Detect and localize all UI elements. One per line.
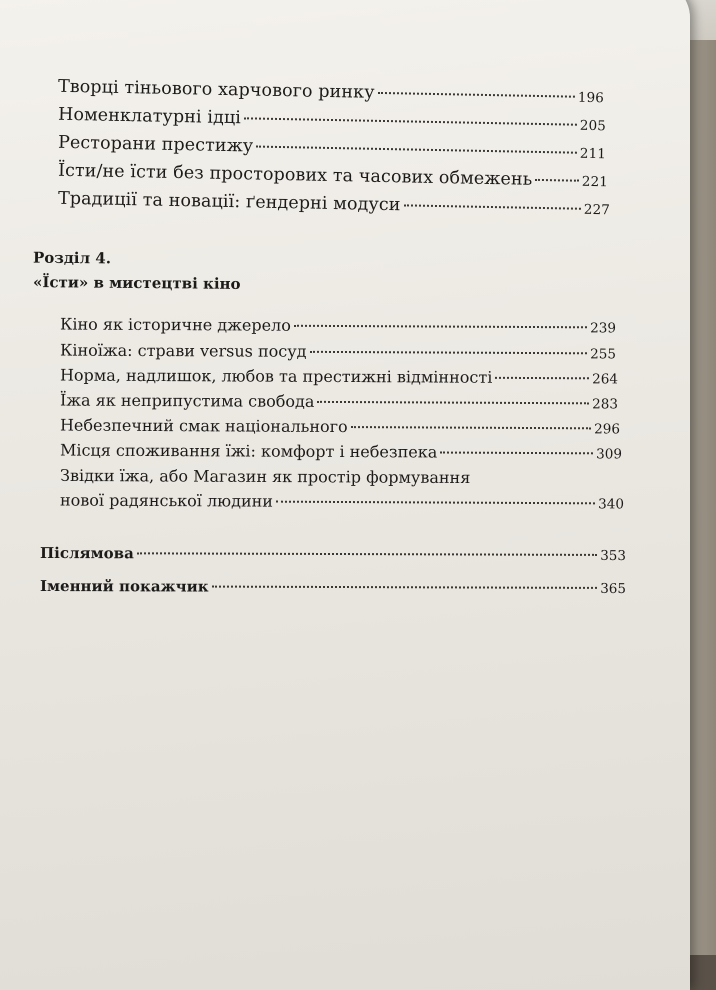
toc-leader <box>404 204 581 209</box>
toc-entry-page: 196 <box>577 89 605 107</box>
toc-entry <box>60 341 616 363</box>
toc-entry <box>58 133 606 164</box>
toc-entry <box>60 391 618 413</box>
toc-entry-title: Їжа як неприпустима свобода <box>59 390 315 411</box>
toc-leader <box>309 351 587 354</box>
toc-entry <box>58 77 604 107</box>
toc-entry-page: 296 <box>594 421 621 438</box>
toc-entry <box>40 577 626 597</box>
toc-entry-title: Післямова <box>39 543 134 563</box>
toc-entry-page: 255 <box>590 346 617 363</box>
toc-entry-title: Кіноїжа: страви versus посуд <box>59 340 307 361</box>
toc-leader <box>256 146 577 154</box>
toc-entry <box>58 161 608 192</box>
toc-entry <box>58 189 610 220</box>
toc-leader <box>294 325 587 329</box>
toc-entry-title: Кіно як історичне джерело <box>59 314 291 335</box>
toc-leader <box>244 117 577 125</box>
toc-entry <box>60 315 616 337</box>
toc-entry-page: 340 <box>598 496 625 513</box>
toc-entry <box>60 491 624 513</box>
toc-entry <box>60 366 618 388</box>
chapter-label: Розділ 4. <box>32 248 112 268</box>
toc-entry <box>60 416 620 438</box>
toc-leader <box>317 401 589 404</box>
toc-entry-page: 205 <box>579 117 607 135</box>
toc-entry-title-line1: Звідки їжа, або Магазин як простір формування <box>59 465 471 488</box>
chapter-title: «Їсти» в мистецтві кіно <box>32 273 241 293</box>
toc-leader <box>535 179 579 182</box>
toc-entry-page: 365 <box>600 580 627 598</box>
toc-leader <box>440 452 593 455</box>
toc-entry-page: 221 <box>581 173 609 191</box>
toc-entry-page: 239 <box>590 320 617 337</box>
toc-entry-page: 309 <box>596 446 623 463</box>
toc-entry-page: 227 <box>583 201 611 219</box>
toc-entry <box>60 441 622 463</box>
toc-entry-title: Творці тіньового харчового ринку <box>57 76 375 103</box>
toc-entry-page: 264 <box>592 371 619 388</box>
toc-entry <box>40 544 626 564</box>
toc-entry-title: Ресторани престижу <box>57 132 254 157</box>
toc-entry-title: Їсти/не їсти без просторових та часових обмежень <box>57 160 533 190</box>
toc-leader <box>212 586 598 589</box>
toc-entry-page: 283 <box>592 396 619 413</box>
toc-entry-title: Норма, надлишок, любов та престижні відмінності <box>59 365 493 387</box>
toc-entry-title-line2: нової радянської людини <box>59 490 274 511</box>
toc-entry-title: Місця споживання їжі: комфорт і небезпека <box>59 440 438 462</box>
toc-entry-title: Традиції та новації: ґендерні модуси <box>57 188 401 216</box>
toc-leader <box>378 92 575 98</box>
toc-leader <box>351 426 592 429</box>
toc-leader <box>137 552 597 556</box>
toc-leader <box>276 501 595 505</box>
toc-entry <box>58 105 606 136</box>
toc-entry-title: Іменний покажчик <box>39 576 209 596</box>
toc-entry-title: Номенклатурні ідці <box>57 104 242 129</box>
toc-leader <box>495 377 589 379</box>
toc-entry-page: 211 <box>579 145 607 163</box>
toc-entry-page: 353 <box>600 547 627 565</box>
toc-entry-title: Небезпечний смак національного <box>59 415 348 437</box>
